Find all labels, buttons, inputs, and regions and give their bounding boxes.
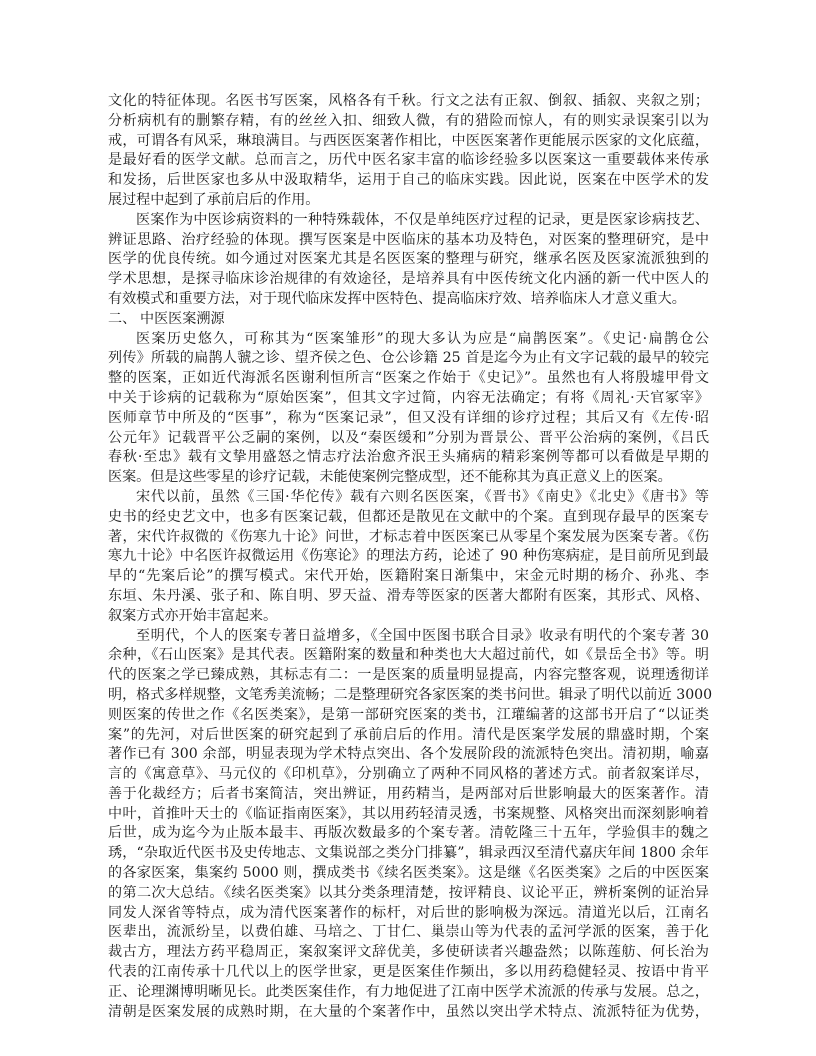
text-line: 言的《寓意草》、马元仪的《印机草》，分别确立了两种不同风格的著述方式。前者叙案详尽， (108, 766, 709, 783)
text-line: 后世，成为迄今为止版本最丰、再版次数最多的个案专著。清乾隆三十五年，学验俱丰的魏之 (108, 825, 709, 842)
text-line: 文化的特征体现。名医书写医案，风格各有千秋。行文之法有正叙、倒叙、插叙、夹叙之别； (108, 93, 709, 109)
text-line: 是最好看的医学文献。总而言之，历代中医名家丰富的临诊经验多以医案这一重要载体来传承 (108, 152, 709, 169)
text-line: 宋代以前，虽然《三国·华佗传》载有六则名医医案，《晋书》《南史》《北史》《唐书》等 (136, 488, 709, 505)
text-line: 东垣、朱丹溪、张子和、陈自明、罗天益、滑寿等医家的医著大都附有医案，其形式、风格、 (108, 587, 709, 604)
text-line: 的各家医案，集案约 5000 则，撰成类书《续名医类案》。这是继《名医类案》之后的中医医案 (108, 865, 709, 882)
text-line: 医案。但是这些零星的诊疗记载，未能使案例完整成型，还不能称其为真正意义上的医案。 (108, 469, 672, 486)
text-line: 整的医案，正如近代海派名医谢利恒所言“医案之作始于《史记》”。虽然也有人将殷墟甲骨文 (108, 370, 709, 387)
text-line: 列传》所载的扁鹊人虢之诊、望齐侯之色、仓公诊籍 25 首是迄今为止有文字记载的最早的较完 (108, 350, 709, 367)
text-line: 中叶，首推叶天士的《临证指南医案》，其以用药轻清灵透，书案规整、风格突出而深刻影响着 (108, 805, 709, 822)
text-line: 案”的先河，对后世医案的研究起到了承前启后的作用。清代是医案学发展的鼎盛时期，个案 (108, 726, 709, 743)
text-line: 至明代，个人的医案专著日益增多，《全国中医图书联合目录》收录有明代的个案专著 30 (136, 627, 709, 644)
text-line: 清朝是医案发展的成熟时期，在大量的个案著作中，虽然以突出学术特点、流派特征为优势， (108, 1003, 709, 1020)
text-line: 明，格式多样规整，文笔秀美流畅；二是整理研究各家医案的类书问世。辑录了明代以前近 3000 (108, 686, 713, 703)
text-line: 史书的经史艺文中，也多有医案记载，但都还是散见在文献中的个案。直到现存最早的医案专 (108, 508, 709, 525)
text-line: 戒，可谓各有风采，琳琅满目。与西医医案著作相比，中医医案著作更能展示医家的文化底蕴， (108, 132, 709, 149)
text-line: 学术思想，是探寻临床诊治规律的有效途径，是培养具有中医传统文化内涵的新一代中医人的 (108, 271, 709, 288)
document-page (108, 92, 713, 1022)
paragraph (108, 488, 709, 627)
text-line: 著，宋代许叔微的《伤寒九十论》问世，才标志着中医医案已从零星个案发展为医案专著。《伤 (108, 528, 709, 545)
text-line: 的第二次大总结。《续名医类案》以其分类条理清楚，按评精良、议论平正，辨析案例的证治异 (108, 884, 709, 901)
text-line: 琇，“杂取近代医书及史传地志、文集说部之类分门排纂”，辑录西汉至清代嘉庆年间 1800 余年 (108, 845, 709, 862)
text-line: 展过程中起到了承前启后的作用。 (108, 191, 320, 208)
paragraph (108, 92, 709, 211)
text-line: 和发扬，后世医家也多从中汲取精华，运用于自己的临床实践。因此说，医案在中医学术的发 (108, 172, 709, 189)
text-line: 裁古方，理法方药平稳周正，案叙案评文辞优美，多使研读者兴趣盎然；以陈莲舫、何长治为 (108, 944, 709, 961)
paragraph (108, 627, 713, 1023)
text-line: 代表的江南传承十几代以上的医学世家，更是医案佳作频出，多以用药稳健轻灵、按语中肯平 (108, 964, 709, 981)
text-line: 正、论理渊博明晰见长。此类医案佳作，有力地促进了江南中医学术流派的传承与发展。总之， (108, 983, 709, 1000)
text-line: 叙案方式亦开始丰富起来。 (108, 607, 278, 624)
text-line: 寒九十论》中名医许叔微运用《伤寒论》的理法方药，论述了 90 种伤寒病症，是目前所见到最 (108, 548, 709, 565)
section-title: 中医医案溯源 (140, 310, 225, 327)
section-number: 二、 (108, 310, 137, 327)
text-line: 同发人深省等特点，成为清代医案著作的标杆，对后世的影响极为深远。清道光以后，江南名 (108, 904, 709, 921)
text-line: 医辈出，流派纷呈，以费伯雄、马培之、丁甘仁、巢崇山等为代表的孟河学派的医案，善于化 (108, 924, 709, 941)
text-line: 早的“先案后论”的撰写模式。宋代开始，医籍附案日渐集中，宋金元时期的杨介、孙兆、李 (108, 568, 709, 585)
text-line: 中关于诊病的记载称为“原始医案”，但其文字过简，内容无法确定；有将《周礼·天官冢宰》 (108, 389, 709, 406)
text-line: 著作已有 300 余部，明显表现为学术特点突出、各个发展阶段的流派特色突出。清初期，喻嘉 (108, 746, 709, 763)
text-line: 公元年》记载晋平公乏嗣的案例，以及“秦医缓和”分别为晋景公、晋平公治病的案例，《吕氏 (108, 429, 709, 446)
text-line: 有效模式和重要方法，对于现代临床发挥中医特色、提高临床疗效、培养临床人才意义重大。 (108, 290, 686, 307)
section-heading (108, 310, 709, 330)
text-line: 春秋·至忠》载有文挚用盛怒之情志疗法治愈齐泯王头痛病的精彩案例等都可以看做是早期的 (108, 449, 709, 466)
text-line: 医学的优良传统。如今通过对医案尤其是名医医案的整理与研究，继承名医及医家流派独到的 (108, 251, 709, 268)
text-line: 善于化裁经方；后者书案简洁，突出辨证，用药精当，是两部对后世影响最大的医案著作。清 (108, 785, 709, 802)
text-line: 辨证思路、治疗经验的体现。撰写医案是中医临床的基本功及特色，对医案的整理研究，是中 (108, 231, 709, 248)
paragraph (108, 211, 709, 310)
text-line: 医案历史悠久，可称其为“医案雏形”的现大多认为应是“扁鹊医案”。《史记·扁鹊仓公 (136, 330, 709, 347)
text-line: 医师章节中所及的“医事”，称为“医案记录”，但又没有详细的诊疗过程；其后又有《左传·昭 (108, 409, 709, 426)
text-line: 则医案的传世之作《名医类案》，是第一部研究医案的类书，江瓘编著的这部书开启了“以证类 (108, 706, 709, 723)
text-line: 代的医案之学已臻成熟，其标志有二：一是医案的质量明显提高，内容完整客观，说理透彻详 (108, 667, 709, 684)
text-line: 分析病机有的删繁存精，有的丝丝入扣、细致人微，有的猎险而惊人，有的则实录误案引以为 (108, 112, 709, 129)
text-line: 余种，《石山医案》是其代表。医籍附案的数量和种类也大大超过前代，如《景岳全书》等。明 (108, 647, 709, 664)
text-line: 医案作为中医诊病资料的一种特殊载体，不仅是单纯医疗过程的记录，更是医家诊病技艺、 (136, 211, 709, 228)
paragraph (108, 330, 709, 488)
